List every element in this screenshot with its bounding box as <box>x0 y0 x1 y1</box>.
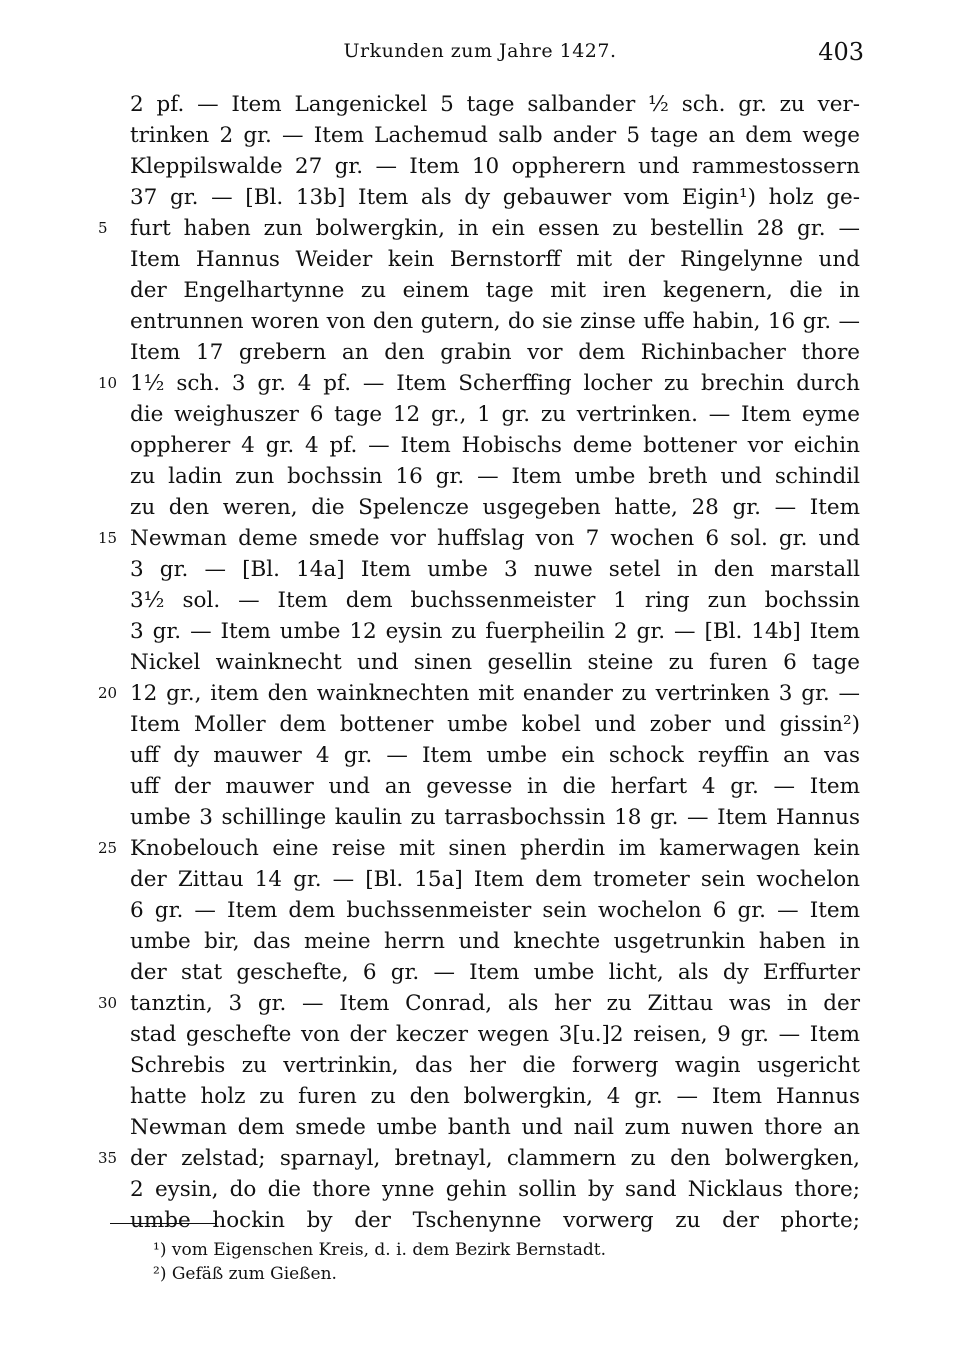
text-line: oppherer 4 gr. 4 pf. — Item Hobischs deme bottener vor eichin <box>130 433 860 458</box>
text-line: zu den weren, die Spelencze usgegeben hatte, 28 gr. — Item <box>130 495 860 520</box>
footnote-rule <box>110 1223 217 1224</box>
running-title: Urkunden zum Jahre 1427. <box>343 40 617 62</box>
text-line: umbe 3 schillinge kaulin zu tarrasbochssin 18 gr. — Item Hannus <box>130 805 860 830</box>
text-line: 12 gr., item den wainknechten mit enander zu vertrinken 3 gr. — <box>130 681 860 706</box>
text-line: 1½ sch. 3 gr. 4 pf. — Item Scherffing locher zu brechin durch <box>130 371 860 396</box>
line-number: 30 <box>98 994 118 1012</box>
line-number: 20 <box>98 684 118 702</box>
text-line: hatte holz zu furen zu den bolwergkin, 4 gr. — Item Hannus <box>130 1084 860 1109</box>
text-line: furt haben zun bolwergkin, in ein essen zu bestellin 28 gr. — <box>130 216 860 241</box>
text-line: uff dy mauwer 4 gr. — Item umbe ein schock reyffin an vas <box>130 743 860 768</box>
line-number: 10 <box>98 374 118 392</box>
text-line: der Zittau 14 gr. — [Bl. 15a] Item dem trometer sein wochelon <box>130 867 860 892</box>
text-line: die weighuszer 6 tage 12 gr., 1 gr. zu vertrinken. — Item eyme <box>130 402 860 427</box>
text-line: Item Hannus Weider kein Bernstorff mit der Ringelynne und <box>130 247 860 272</box>
text-line: Item Moller dem bottener umbe kobel und zober und gissin²) <box>130 712 860 737</box>
text-line: der stat geschefte, 6 gr. — Item umbe licht, als dy Erffurter <box>130 960 860 985</box>
text-line: 3 gr. — [Bl. 14a] Item umbe 3 nuwe setel in den marstall <box>130 557 860 582</box>
text-line: Nickel wainknecht und sinen gesellin steine zu furen 6 tage <box>130 650 860 675</box>
text-line: stad geschefte von der keczer wegen 3[u.]2 reisen, 9 gr. — Item <box>130 1022 860 1047</box>
text-line: Newman deme smede vor huffslag von 7 wochen 6 sol. gr. und <box>130 526 860 551</box>
page-number: 403 <box>818 38 864 66</box>
text-line: umbe hockin by der Tschenynne vorwerg zu der phorte; <box>130 1208 860 1233</box>
text-line: 3 gr. — Item umbe 12 eysin zu fuerpheilin 2 gr. — [Bl. 14b] Item <box>130 619 860 644</box>
text-line: Knobelouch eine reise mit sinen pherdin im kamerwagen kein <box>130 836 860 861</box>
line-number: 25 <box>98 839 118 857</box>
text-line: Item 17 grebern an den grabin vor dem Richinbacher thore <box>130 340 860 365</box>
text-line: der Engelhartynne zu einem tage mit iren kegenern, die in <box>130 278 860 303</box>
text-line: 37 gr. — [Bl. 13b] Item als dy gebauwer vom Eigin¹) holz ge- <box>130 185 860 210</box>
text-line: Schrebis zu vertrinkin, das her die forwerg wagin usgericht <box>130 1053 860 1078</box>
line-number: 15 <box>98 529 118 547</box>
text-line: Kleppilswalde 27 gr. — Item 10 oppherern und rammestossern <box>130 154 860 179</box>
text-line: 3½ sol. — Item dem buchssenmeister 1 ring zun bochssin <box>130 588 860 613</box>
line-number: 5 <box>98 219 108 237</box>
text-line: trinken 2 gr. — Item Lachemud salb ander 5 tage an dem wege <box>130 123 860 148</box>
text-line: 2 eysin, do die thore ynne gehin sollin by sand Nicklaus thore; <box>130 1177 860 1202</box>
line-number: 35 <box>98 1149 118 1167</box>
text-line: 2 pf. — Item Langenickel 5 tage salbander ½ sch. gr. zu ver- <box>130 92 860 117</box>
text-line: umbe bir, das meine herrn und knechte usgetrunkin haben in <box>130 929 860 954</box>
footnote: ²) Gefäß zum Gießen. <box>153 1264 337 1284</box>
text-line: 6 gr. — Item dem buchssenmeister sein wochelon 6 gr. — Item <box>130 898 860 923</box>
footnote: ¹) vom Eigenschen Kreis, d. i. dem Bezirk Bernstadt. <box>153 1240 607 1260</box>
text-line: uff der mauwer und an gevesse in die herfart 4 gr. — Item <box>130 774 860 799</box>
text-line: entrunnen woren von den gutern, do sie zinse uffe habin, 16 gr. — <box>130 309 860 334</box>
text-line: zu ladin zun bochssin 16 gr. — Item umbe breth und schindil <box>130 464 860 489</box>
text-line: Newman dem smede umbe banth und nail zum nuwen thore an <box>130 1115 860 1140</box>
text-line: der zelstad; sparnayl, bretnayl, clammern zu den bolwergken, <box>130 1146 860 1171</box>
text-line: tanztin, 3 gr. — Item Conrad, als her zu Zittau was in der <box>130 991 860 1016</box>
